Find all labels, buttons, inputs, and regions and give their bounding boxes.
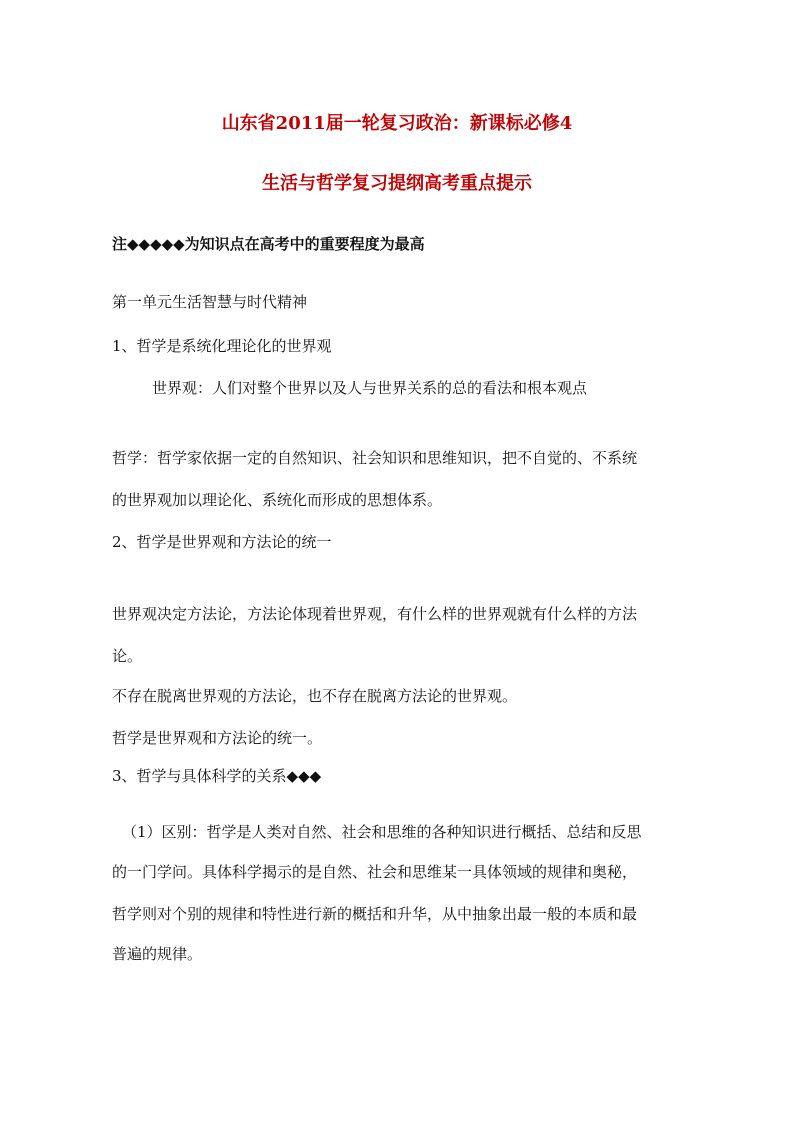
section-2-paragraph-1-line-1: 世界观决定方法论，方法论体现着世界观，有什么样的世界观就有什么样的方法 [112, 605, 638, 623]
section-3-paragraph-line-4: 普遍的规律。 [112, 945, 203, 963]
section-heading-3: 3、哲学与具体科学的关系◆◆◆ [112, 767, 322, 785]
section-3-paragraph-line-3: 哲学则对个别的规律和特性进行新的概括和升华，从中抽象出最一般的本质和最 [112, 905, 638, 923]
document-title: 山东省2011届一轮复习政治：新课标必修4 [221, 113, 573, 134]
section-heading-2: 2、哲学是世界观和方法论的统一 [112, 533, 332, 551]
section-2-paragraph-2: 不存在脱离世界观的方法论，也不存在脱离方法论的世界观。 [112, 687, 518, 705]
section-2-paragraph-3: 哲学是世界观和方法论的统一。 [112, 729, 323, 747]
section-3-paragraph-line-2: 的一门学问。具体科学揭示的是自然、社会和思维某一具体领域的规律和奥秘， [112, 863, 638, 881]
philosophy-definition-line-1: 哲学：哲学家依据一定的自然知识、社会知识和思维知识，把不自觉的、不系统 [112, 449, 638, 467]
worldview-definition: 世界观：人们对整个世界以及人与世界关系的总的看法和根本观点 [152, 379, 588, 397]
section-2-paragraph-1-line-2: 论。 [112, 647, 143, 665]
unit-heading: 第一单元生活智慧与时代精神 [112, 293, 308, 311]
section-3-paragraph-line-1: （1）区别：哲学是人类对自然、社会和思维的各种知识进行概括、总结和反思 [122, 823, 642, 841]
document-subtitle: 生活与哲学复习提纲高考重点提示 [262, 173, 532, 194]
philosophy-definition-line-2: 的世界观加以理论化、系统化而形成的思想体系。 [112, 491, 443, 509]
section-heading-1: 1、哲学是系统化理论化的世界观 [112, 337, 332, 355]
importance-note: 注◆◆◆◆◆为知识点在高考中的重要程度为最高 [112, 235, 425, 253]
